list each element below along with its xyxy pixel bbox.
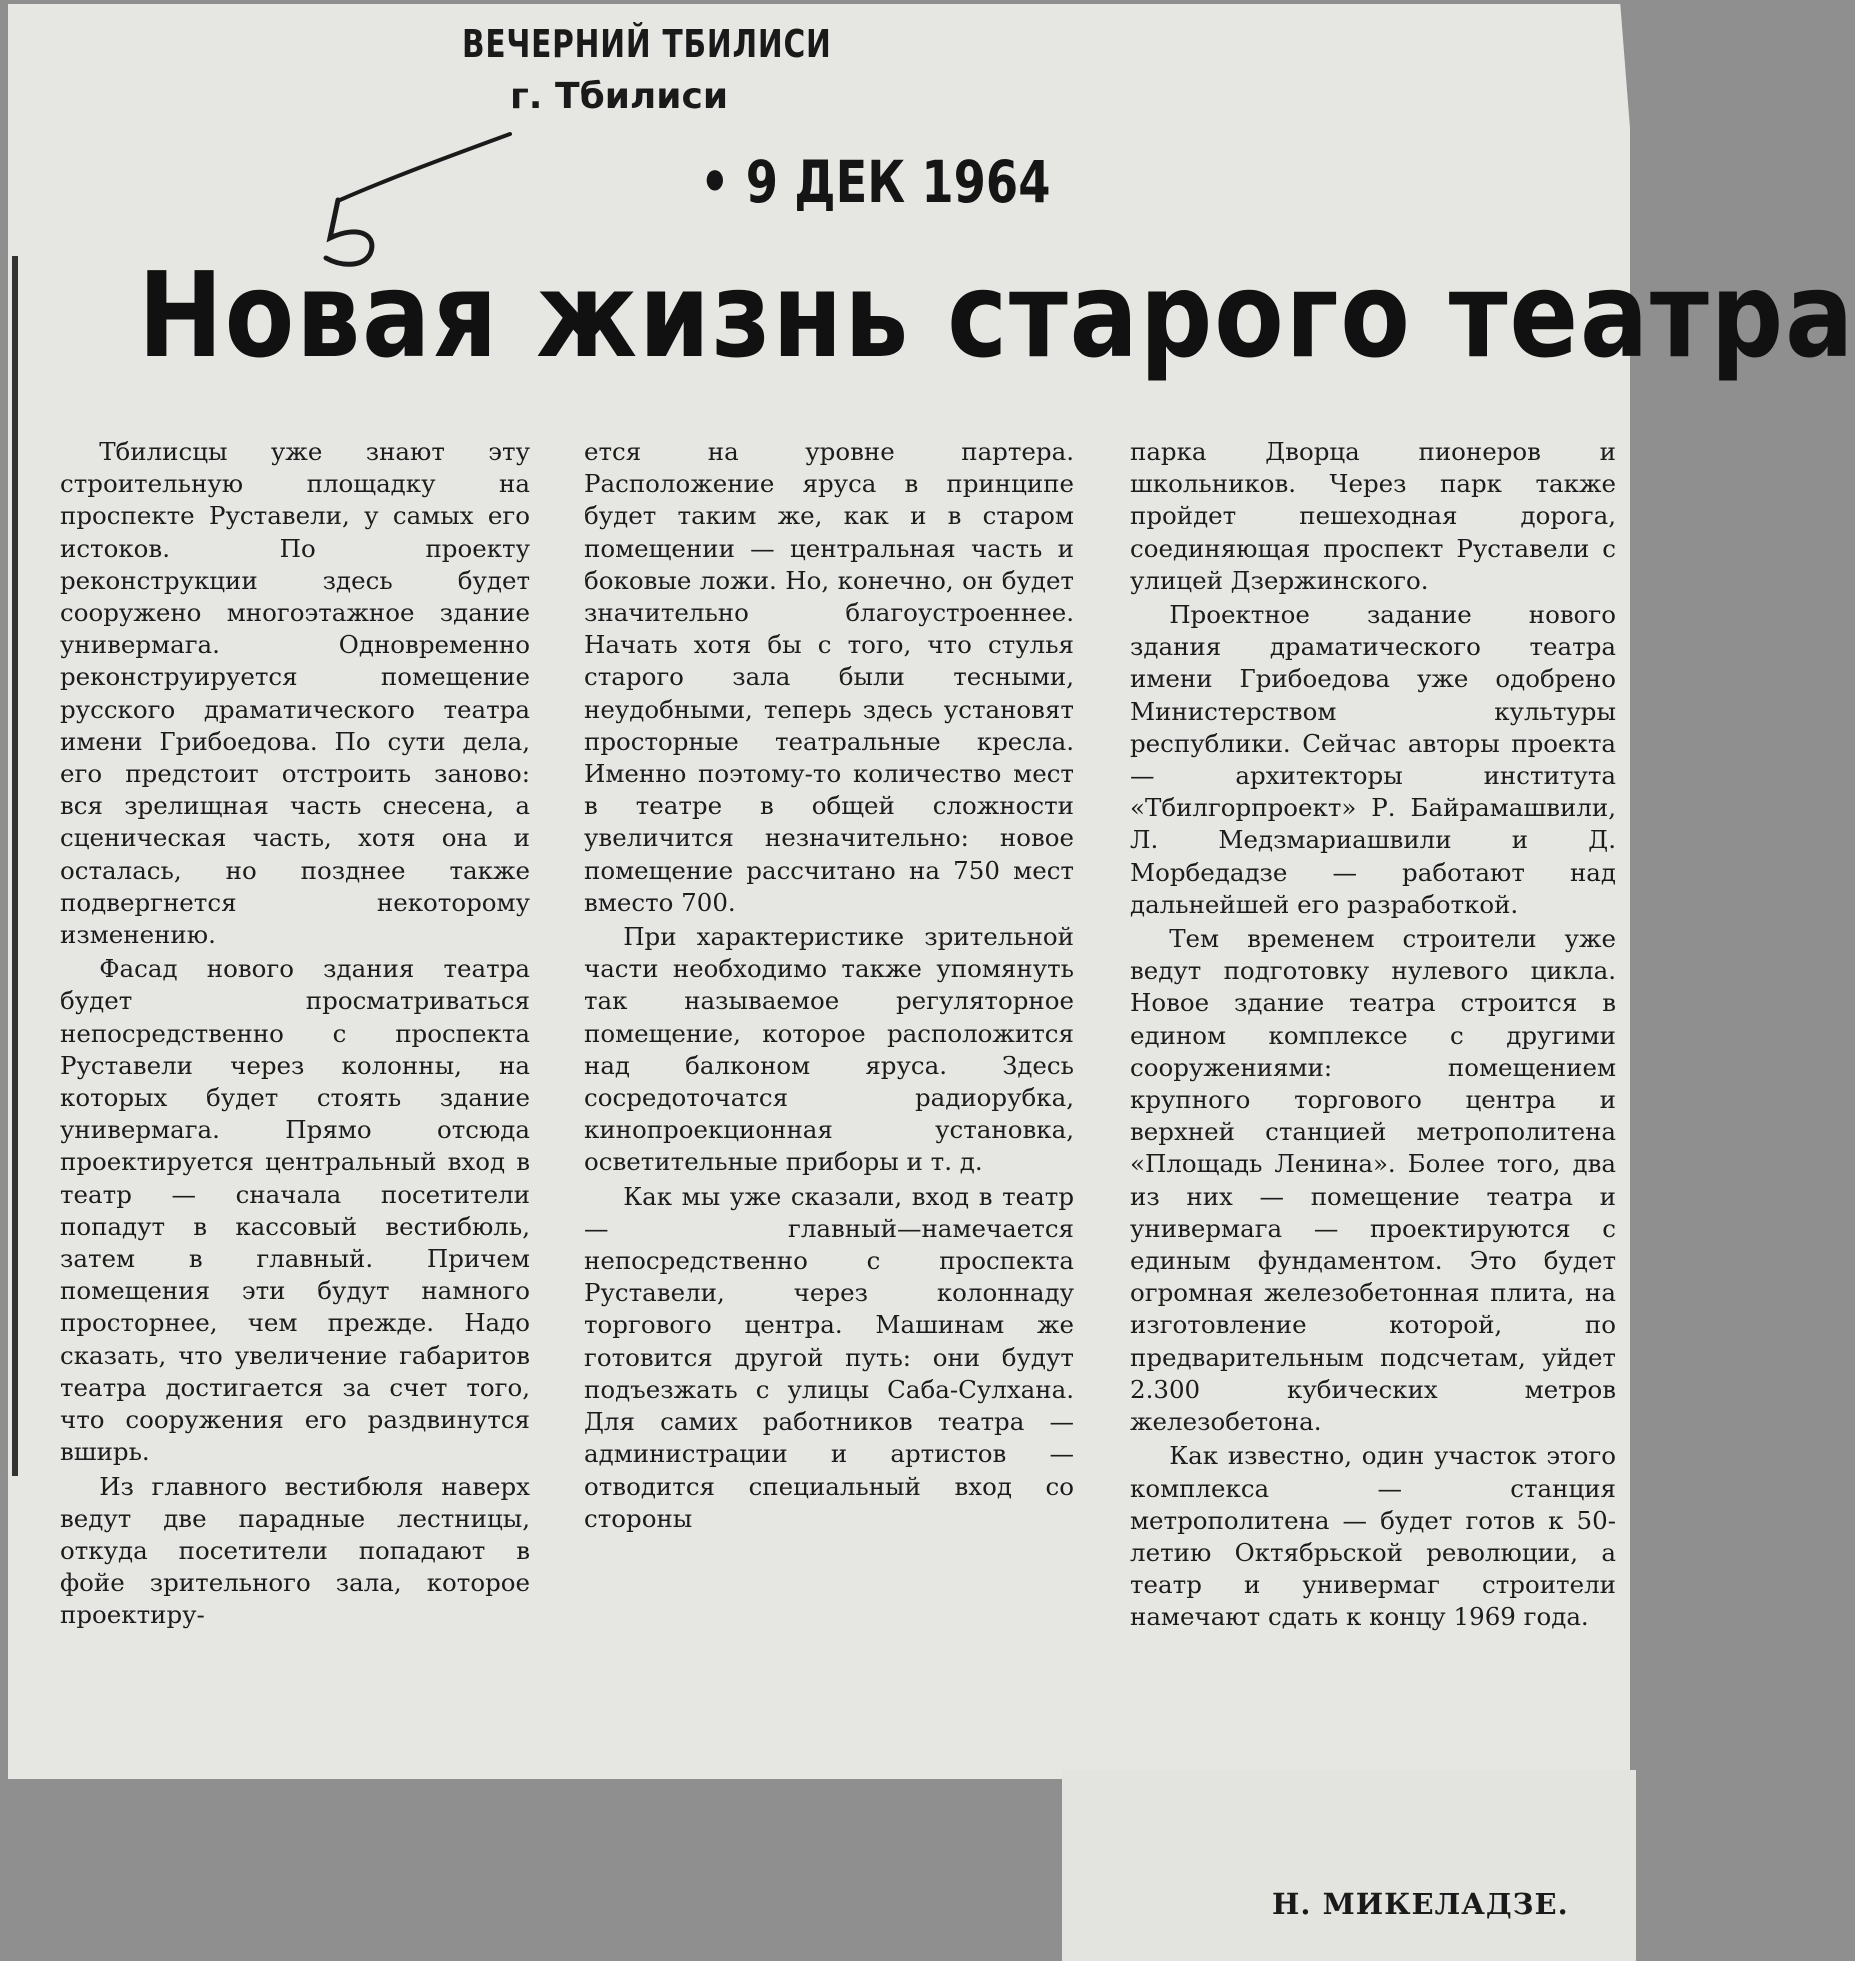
article-column-3 [1130,436,1616,1636]
paragraph: Проектное задание нового здания драматического театра имени Грибоедова уже одобрено Министерством культуры республики. Сейчас авторы проекта — архитекторы института «Тбилгорпроект» Р. Байрамашвили, Л. Медзмариашвили и Д. Морбедадзе — работают над дальнейшей его разработкой. [1130,600,1616,919]
paragraph: ется на уровне партера. Расположение яруса в принципе будет таким же, как и в старом помещении — центральная часть и боковые ложи. Но, конечно, он будет значительно благоустроеннее. Начать хотя бы с того, что стулья старого зала были тесными, неудобными, теперь здесь установят просторные театральные кресла. Именно поэтому-то количество мест в театре в общей сложности увеличится незначительно: новое помещение рассчитано на 750 мест вместо 700. [584,437,1074,917]
article-headline: Новая жизнь старого театра [138,246,1855,384]
paragraph: Фасад нового здания театра будет просматриваться непосредственно с проспекта Руставели через колонны, на которых будет стоять здание универмага. Прямо отсюда проектируется центральный вход в театр — сначала посетители попадут в кассовый вестибюль, затем в главный. Причем помещения эти будут намного просторнее, чем прежде. Надо сказать, что увеличение габаритов театра достигается за счет того, что сооружения его раздвинутся вширь. [60,954,530,1467]
paragraph: Тбилисцы уже знают эту строительную площадку на проспекте Руставели, у самых его истоков. По проекту реконструкции здесь будет сооружено многоэтажное здание универмага. Одновременно реконструируется помещение русского драматического театра имени Грибоедова. По сути дела, его предстоит отстроить заново: вся зрелищная часть снесена, а сценическая часть, хотя она и осталась, но позднее также подвергнется некоторому изменению. [60,437,530,950]
author-signature: Н. МИКЕЛАДЗЕ. [1272,1887,1569,1921]
paragraph: Из главного вестибюля наверх ведут две парадные лестницы, откуда посетители попадают в фойе зрительного зала, которое проектиру- [60,1471,530,1630]
stamp-city: г. Тбилиси [510,76,729,117]
newspaper-clipping-tail [1062,1770,1636,1961]
article-column-2 [584,436,1074,1537]
column-rule [12,256,18,1476]
article-column-1 [60,436,530,1634]
stamp-date: • 9 ДЕК 1964 [700,148,1051,216]
paragraph: Тем временем строители уже ведут подготовку нулевого цикла. Новое здание театра строится в едином комплексе с другими сооружениями: помещением крупного торгового центра и верхней станцией метрополитена «Площадь Ленина». Более того, два из них — помещение театра и универмага — проектируются с единым фундаментом. Это будет огромная железобетонная плита, на изготовление которой, по предварительным подсчетам, уйдет 2.300 кубических метров железобетона. [1130,924,1616,1437]
stamp-newspaper-name: ВЕЧЕРНИЙ ТБИЛИСИ [462,22,832,66]
paragraph: Как мы уже сказали, вход в театр — главный—намечается непосредственно с проспекта Руставели, через колоннаду торгового центра. Машинам же готовится другой путь: они будут подъезжать с улицы Саба-Сулхана. Для самих работников театра — администрации и артистов — отводится специальный вход со стороны [584,1181,1074,1533]
paragraph: Как известно, один участок этого комплекса — станция метрополитена — будет готов к 50-летию Октябрьской революции, а театр и универмаг строители намечают сдать к концу 1969 года. [1130,1441,1616,1632]
paragraph: При характеристике зрительной части необходимо также упомянуть так называемое регуляторное помещение, которое расположится над балконом яруса. Здесь сосредоточатся радиорубка, кинопроекционная установка, осветительные приборы и т. д. [584,922,1074,1177]
paragraph: парка Дворца пионеров и школьников. Через парк также пройдет пешеходная дорога, соединяющая проспект Руставели с улицей Дзержинского. [1130,437,1616,595]
